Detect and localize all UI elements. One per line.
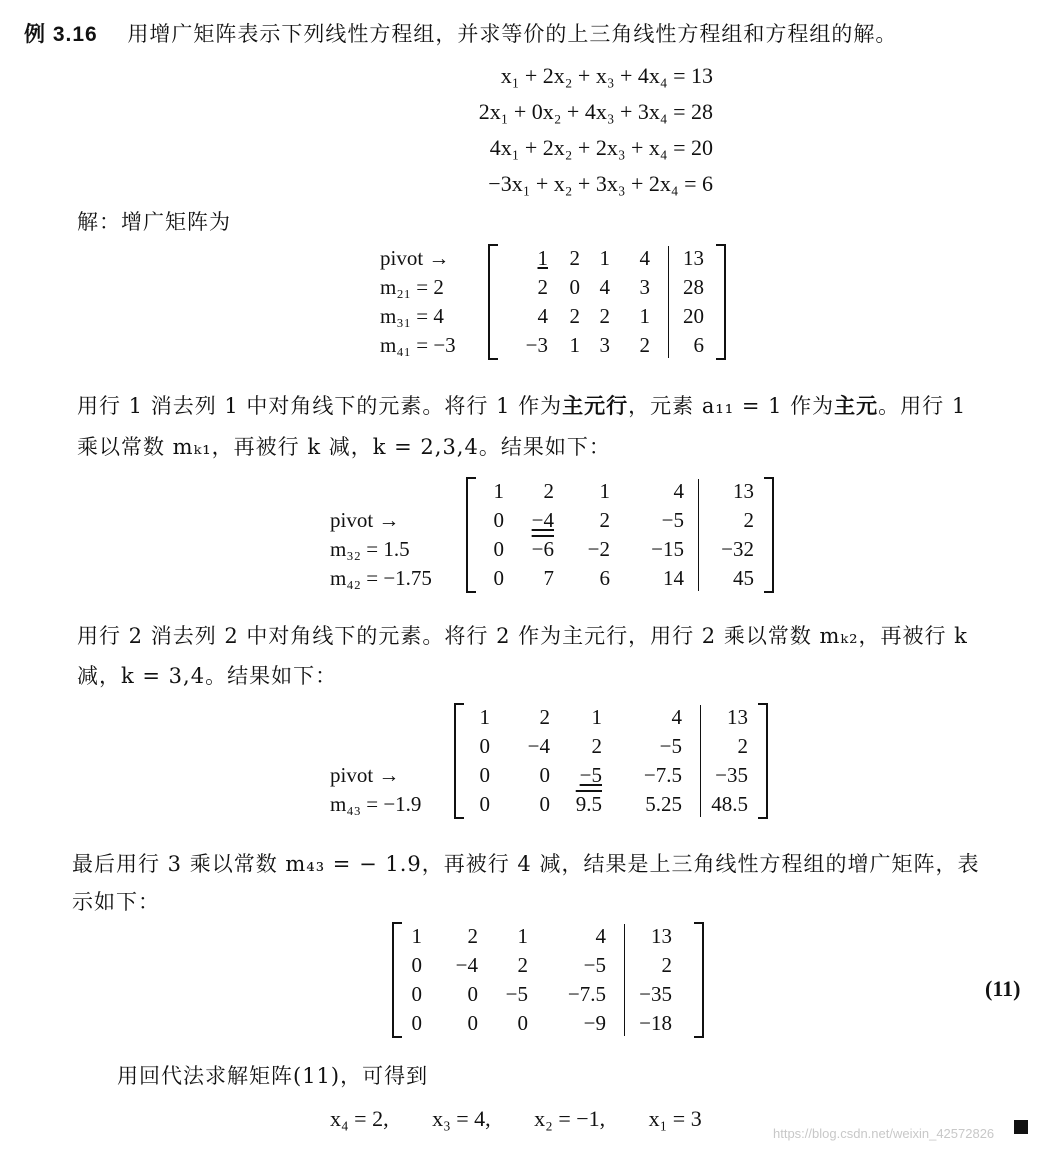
- matrix-label: m₄₁ = −3: [380, 333, 456, 357]
- matrix-row: [488, 273, 726, 302]
- back-substitution-text: 用回代法求解矩阵(11)，可得到: [117, 1064, 429, 1088]
- matrix-cell: 7: [543, 566, 554, 590]
- equation-number: (11): [985, 976, 1021, 1001]
- example-number: 例 3.16: [24, 23, 98, 46]
- solution-intro: 解：增广矩阵为: [77, 210, 231, 234]
- solution-value: x₂ = −1,: [534, 1106, 606, 1131]
- matrix-cell: −7.5: [643, 763, 682, 787]
- matrix-cell: 4: [673, 479, 684, 503]
- matrix-cell: −9: [583, 1011, 606, 1035]
- paragraph-2-line-1: 用行 2 消去列 2 中对角线下的元素。将行 2 作为主元行，用行 2 乘以常数 mₖ₂，再被行 k: [77, 624, 968, 648]
- upper-triangular-matrix: [392, 922, 712, 1042]
- matrix-cell: −7.5: [567, 982, 606, 1006]
- matrix-label: [330, 732, 421, 761]
- multiplier-labels: [380, 244, 456, 360]
- matrix-cell: 14: [663, 566, 684, 590]
- matrix-cell: 4: [595, 924, 606, 948]
- matrix-cell: 2: [639, 333, 650, 357]
- matrix-cell: 0: [479, 763, 490, 787]
- matrix-cell: 4: [671, 705, 682, 729]
- matrix-row: [454, 790, 768, 819]
- matrix-row: [392, 951, 704, 980]
- equation-row: 4x₁ + 2x₂ + 2x₃ + x₄ = 20: [489, 135, 713, 160]
- matrix-label: m₃₂ = 1.5: [330, 537, 410, 561]
- matrix-label: pivot →: [380, 246, 450, 270]
- matrix-label: pivot →: [330, 763, 400, 787]
- text-run: ，元素 a₁₁ = 1 作为: [628, 394, 835, 418]
- matrix-cell: −2: [587, 537, 610, 561]
- matrix-cell: 2: [569, 304, 580, 328]
- matrix-cell: −15: [651, 537, 684, 561]
- matrix-row: [392, 980, 704, 1009]
- example-heading: [24, 18, 897, 48]
- matrix-cell: 1: [599, 479, 610, 503]
- matrix-body: [466, 477, 774, 593]
- matrix-body: [454, 703, 768, 819]
- matrix-cell: 0: [411, 1011, 422, 1035]
- augmented-matrix-2: [330, 477, 780, 597]
- matrix-cell: 2: [591, 734, 602, 758]
- matrix-cell: 0: [493, 537, 504, 561]
- emphasis-pivot: 主元: [834, 393, 879, 418]
- matrix-cell: 1: [537, 246, 548, 270]
- matrix-cell: 1: [591, 705, 602, 729]
- matrix-cell: 45: [733, 566, 754, 590]
- end-of-example-mark: [1014, 1120, 1028, 1134]
- solution-value: x₄ = 2,: [330, 1106, 389, 1131]
- matrix-cell: 1: [569, 333, 580, 357]
- matrix-cell: −6: [531, 537, 554, 561]
- matrix-cell: 13: [651, 924, 672, 948]
- matrix-cell: 2: [599, 304, 610, 328]
- matrix-cell: −18: [639, 1011, 672, 1035]
- matrix-cell: 5.25: [645, 792, 682, 816]
- matrix-label: m₃₁ = 4: [380, 304, 444, 328]
- matrix-row: [454, 761, 768, 790]
- matrix-cell: −4: [531, 508, 554, 532]
- matrix-label: m₄₃ = −1.9: [330, 792, 422, 816]
- matrix-row: [466, 477, 774, 506]
- text-run: 用行 1 消去列 1 中对角线下的元素。将行 1 作为: [77, 394, 563, 418]
- equation-row: 2x₁ + 0x₂ + 4x₃ + 3x₄ = 28: [478, 99, 713, 124]
- matrix-cell: 3: [639, 275, 650, 299]
- paragraph-1-line-2: 乘以常数 mₖ₁，再被行 k 减，k = 2,3,4。结果如下：: [77, 435, 611, 459]
- matrix-row: [454, 732, 768, 761]
- matrix-cell: 0: [539, 763, 550, 787]
- matrix-row: [488, 302, 726, 331]
- matrix-row: [466, 535, 774, 564]
- matrix-row: [466, 506, 774, 535]
- matrix-cell: −4: [527, 734, 550, 758]
- text-run: 。用行 1: [878, 394, 967, 418]
- matrix-cell: −4: [455, 953, 478, 977]
- matrix-cell: 1: [479, 705, 490, 729]
- matrix-cell: 2: [599, 508, 610, 532]
- matrix-cell: 28: [683, 275, 704, 299]
- matrix-row: [488, 244, 726, 273]
- matrix-cell: 4: [537, 304, 548, 328]
- matrix-cell: 0: [539, 792, 550, 816]
- matrix-cell: 2: [743, 508, 754, 532]
- matrix-row: [466, 564, 774, 593]
- augmented-matrix-3: [330, 703, 770, 823]
- augmented-matrix-1: [380, 244, 730, 364]
- matrix-cell: 9.5: [575, 792, 602, 816]
- matrix-cell: 20: [683, 304, 704, 328]
- matrix-cell: 2: [467, 924, 478, 948]
- matrix-cell: −5: [505, 982, 528, 1006]
- equation-row: −3x₁ + x₂ + 3x₃ + 2x₄ = 6: [488, 171, 713, 196]
- matrix-cell: 0: [411, 982, 422, 1006]
- matrix-cell: 13: [733, 479, 754, 503]
- matrix-label: pivot →: [330, 508, 400, 532]
- matrix-cell: 2: [517, 953, 528, 977]
- matrix-cell: 6: [599, 566, 610, 590]
- matrix-cell: 1: [599, 246, 610, 270]
- matrix-cell: 6: [693, 333, 704, 357]
- paragraph-3-line-1: 最后用行 3 乘以常数 m₄₃ = − 1.9，再被行 4 减，结果是上三角线性方程组的增广矩阵，表: [72, 852, 980, 876]
- matrix-cell: 4: [639, 246, 650, 270]
- matrix-cell: −5: [661, 508, 684, 532]
- matrix-cell: 2: [537, 275, 548, 299]
- matrix-cell: −5: [659, 734, 682, 758]
- matrix-row: [392, 1009, 704, 1038]
- solution-value: x₁ = 3: [648, 1106, 702, 1131]
- example-statement: 用增广矩阵表示下列线性方程组，并求等价的上三角线性方程组和方程组的解。: [127, 22, 898, 46]
- matrix-row: [454, 703, 768, 732]
- matrix-cell: 13: [727, 705, 748, 729]
- matrix-cell: 1: [493, 479, 504, 503]
- matrix-cell: −35: [639, 982, 672, 1006]
- matrix-cell: 1: [411, 924, 422, 948]
- matrix-cell: 0: [479, 734, 490, 758]
- multiplier-labels: [330, 703, 421, 819]
- emphasis-pivot-row: 主元行: [562, 393, 629, 418]
- matrix-cell: 4: [599, 275, 610, 299]
- matrix-cell: 0: [411, 953, 422, 977]
- matrix-body: [392, 922, 704, 1038]
- matrix-cell: 0: [479, 792, 490, 816]
- matrix-cell: 0: [467, 1011, 478, 1035]
- matrix-cell: −35: [715, 763, 748, 787]
- matrix-cell: 0: [493, 566, 504, 590]
- matrix-cell: 0: [467, 982, 478, 1006]
- paragraph-2-line-2: 减，k = 3,4。结果如下：: [77, 664, 338, 688]
- final-solution: [330, 1106, 740, 1132]
- matrix-row: [488, 331, 726, 360]
- matrix-label: [330, 477, 432, 506]
- matrix-cell: −32: [721, 537, 754, 561]
- matrix-cell: 2: [543, 479, 554, 503]
- solution-value: x₃ = 4,: [432, 1106, 491, 1131]
- equation-row: x₁ + 2x₂ + x₃ + 4x₄ = 13: [500, 63, 713, 88]
- matrix-cell: −3: [525, 333, 548, 357]
- matrix-label: [330, 703, 421, 732]
- multiplier-labels: [330, 477, 432, 593]
- matrix-cell: −5: [579, 763, 602, 787]
- matrix-label: m₄₂ = −1.75: [330, 566, 432, 590]
- matrix-cell: 2: [661, 953, 672, 977]
- matrix-cell: 1: [639, 304, 650, 328]
- paragraph-3-line-2: 示如下：: [72, 890, 160, 914]
- matrix-cell: −5: [583, 953, 606, 977]
- matrix-cell: 48.5: [711, 792, 748, 816]
- matrix-cell: 0: [517, 1011, 528, 1035]
- matrix-cell: 1: [517, 924, 528, 948]
- matrix-cell: 2: [539, 705, 550, 729]
- equation-system: [395, 58, 713, 202]
- matrix-cell: 3: [599, 333, 610, 357]
- watermark: https://blog.csdn.net/weixin_42572826: [773, 1126, 995, 1141]
- matrix-body: [488, 244, 726, 360]
- matrix-row: [392, 922, 704, 951]
- matrix-cell: 13: [683, 246, 704, 270]
- matrix-label: m₂₁ = 2: [380, 275, 444, 299]
- matrix-cell: 0: [569, 275, 580, 299]
- paragraph-1-line-1: [77, 390, 966, 420]
- matrix-cell: 2: [737, 734, 748, 758]
- matrix-cell: 0: [493, 508, 504, 532]
- matrix-cell: 2: [569, 246, 580, 270]
